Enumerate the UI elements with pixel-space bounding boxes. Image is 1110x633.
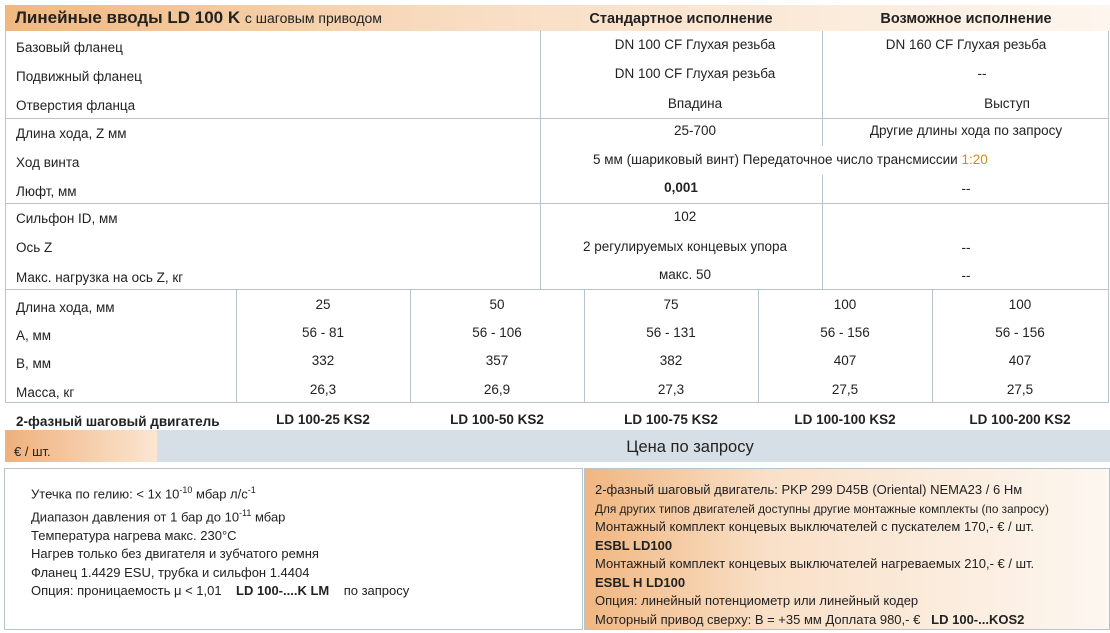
variant-cell: 56 - 156	[995, 325, 1045, 340]
variant-cell: 27,5	[1006, 382, 1034, 397]
motor-label: 2-фазный шаговый двигатель	[16, 414, 220, 429]
variant-cell: 100	[1008, 297, 1032, 312]
variant-cell: 357	[485, 353, 509, 368]
variant-cell: 56 - 156	[820, 325, 870, 340]
variant-cell: 26,9	[483, 382, 511, 397]
col-optional-header: Возможное исполнение	[880, 11, 1052, 27]
gear-ratio: 1:20	[961, 152, 988, 167]
variant-row-label: B, мм	[16, 356, 52, 371]
variant-cell: 56 - 106	[472, 325, 522, 340]
variant-cell: 56 - 131	[646, 325, 696, 340]
variant-cell: 26,3	[309, 382, 337, 397]
variant-cell: 56 - 81	[301, 325, 345, 340]
variant-cell: 50	[489, 297, 505, 312]
col-standard-header: Стандартное исполнение	[589, 11, 773, 27]
model-name: LD 100-200 KS2	[969, 412, 1071, 427]
variant-cell: 27,5	[831, 382, 859, 397]
variant-cell: 75	[663, 297, 679, 312]
price-unit: € / шт.	[14, 444, 51, 459]
model-name: LD 100-75 KS2	[624, 412, 718, 427]
model-name: LD 100-25 KS2	[276, 412, 370, 427]
variant-row-label: A, мм	[16, 328, 52, 343]
page-title: Линейные вводы LD 100 K с шаговым приводом	[15, 8, 382, 27]
variant-cell: 382	[659, 353, 683, 368]
variant-cell: 100	[833, 297, 857, 312]
variant-cell: 407	[1008, 353, 1032, 368]
variant-cell: 27,3	[657, 382, 685, 397]
variant-cell: 332	[311, 353, 335, 368]
model-name: LD 100-50 KS2	[450, 412, 544, 427]
notes-left-text: Утечка по гелию: < 1x $10^{-10}$ мбар $л/с^{-1}$ Диапазон давления от 1 бар до $10^{-11}$ мбар Температура нагрева макс. 230°C Нагрев только без двигателя и зубчатого ремня Фланец 1.4429 ESU, трубка и сильфон 1.4404 Опция: проницаемость μ < 1,01 LD 100-....K LM по запросу	[31, 485, 410, 599]
variant-cell: 407	[833, 353, 857, 368]
variant-row-label: Масса, кг	[16, 385, 75, 400]
notes-right-text: 2-фазный шаговый двигатель: PKP 299 D45B (Oriental) NEMA23 / 6 Нм Для других типов двигателей доступны другие монтажные комплекты (по запросу) Монтажный комплект концевых выключателей с пускателем 170,- € / шт. ESBL LD100 Монтажный комплект концевых выключателей нагреваемых 210,- € / шт. ESBL H LD100 Опция: линейный потенциометр или линейный кодер Моторный привод сверху: B = +35 мм Доплата 980,- € LD 100-...KOS2	[595, 482, 1049, 627]
price-value: Цена по запросу	[626, 438, 754, 456]
variant-row-label: Длина хода, мм	[16, 300, 115, 315]
variant-cell: 25	[315, 297, 331, 312]
model-name: LD 100-100 KS2	[794, 412, 896, 427]
